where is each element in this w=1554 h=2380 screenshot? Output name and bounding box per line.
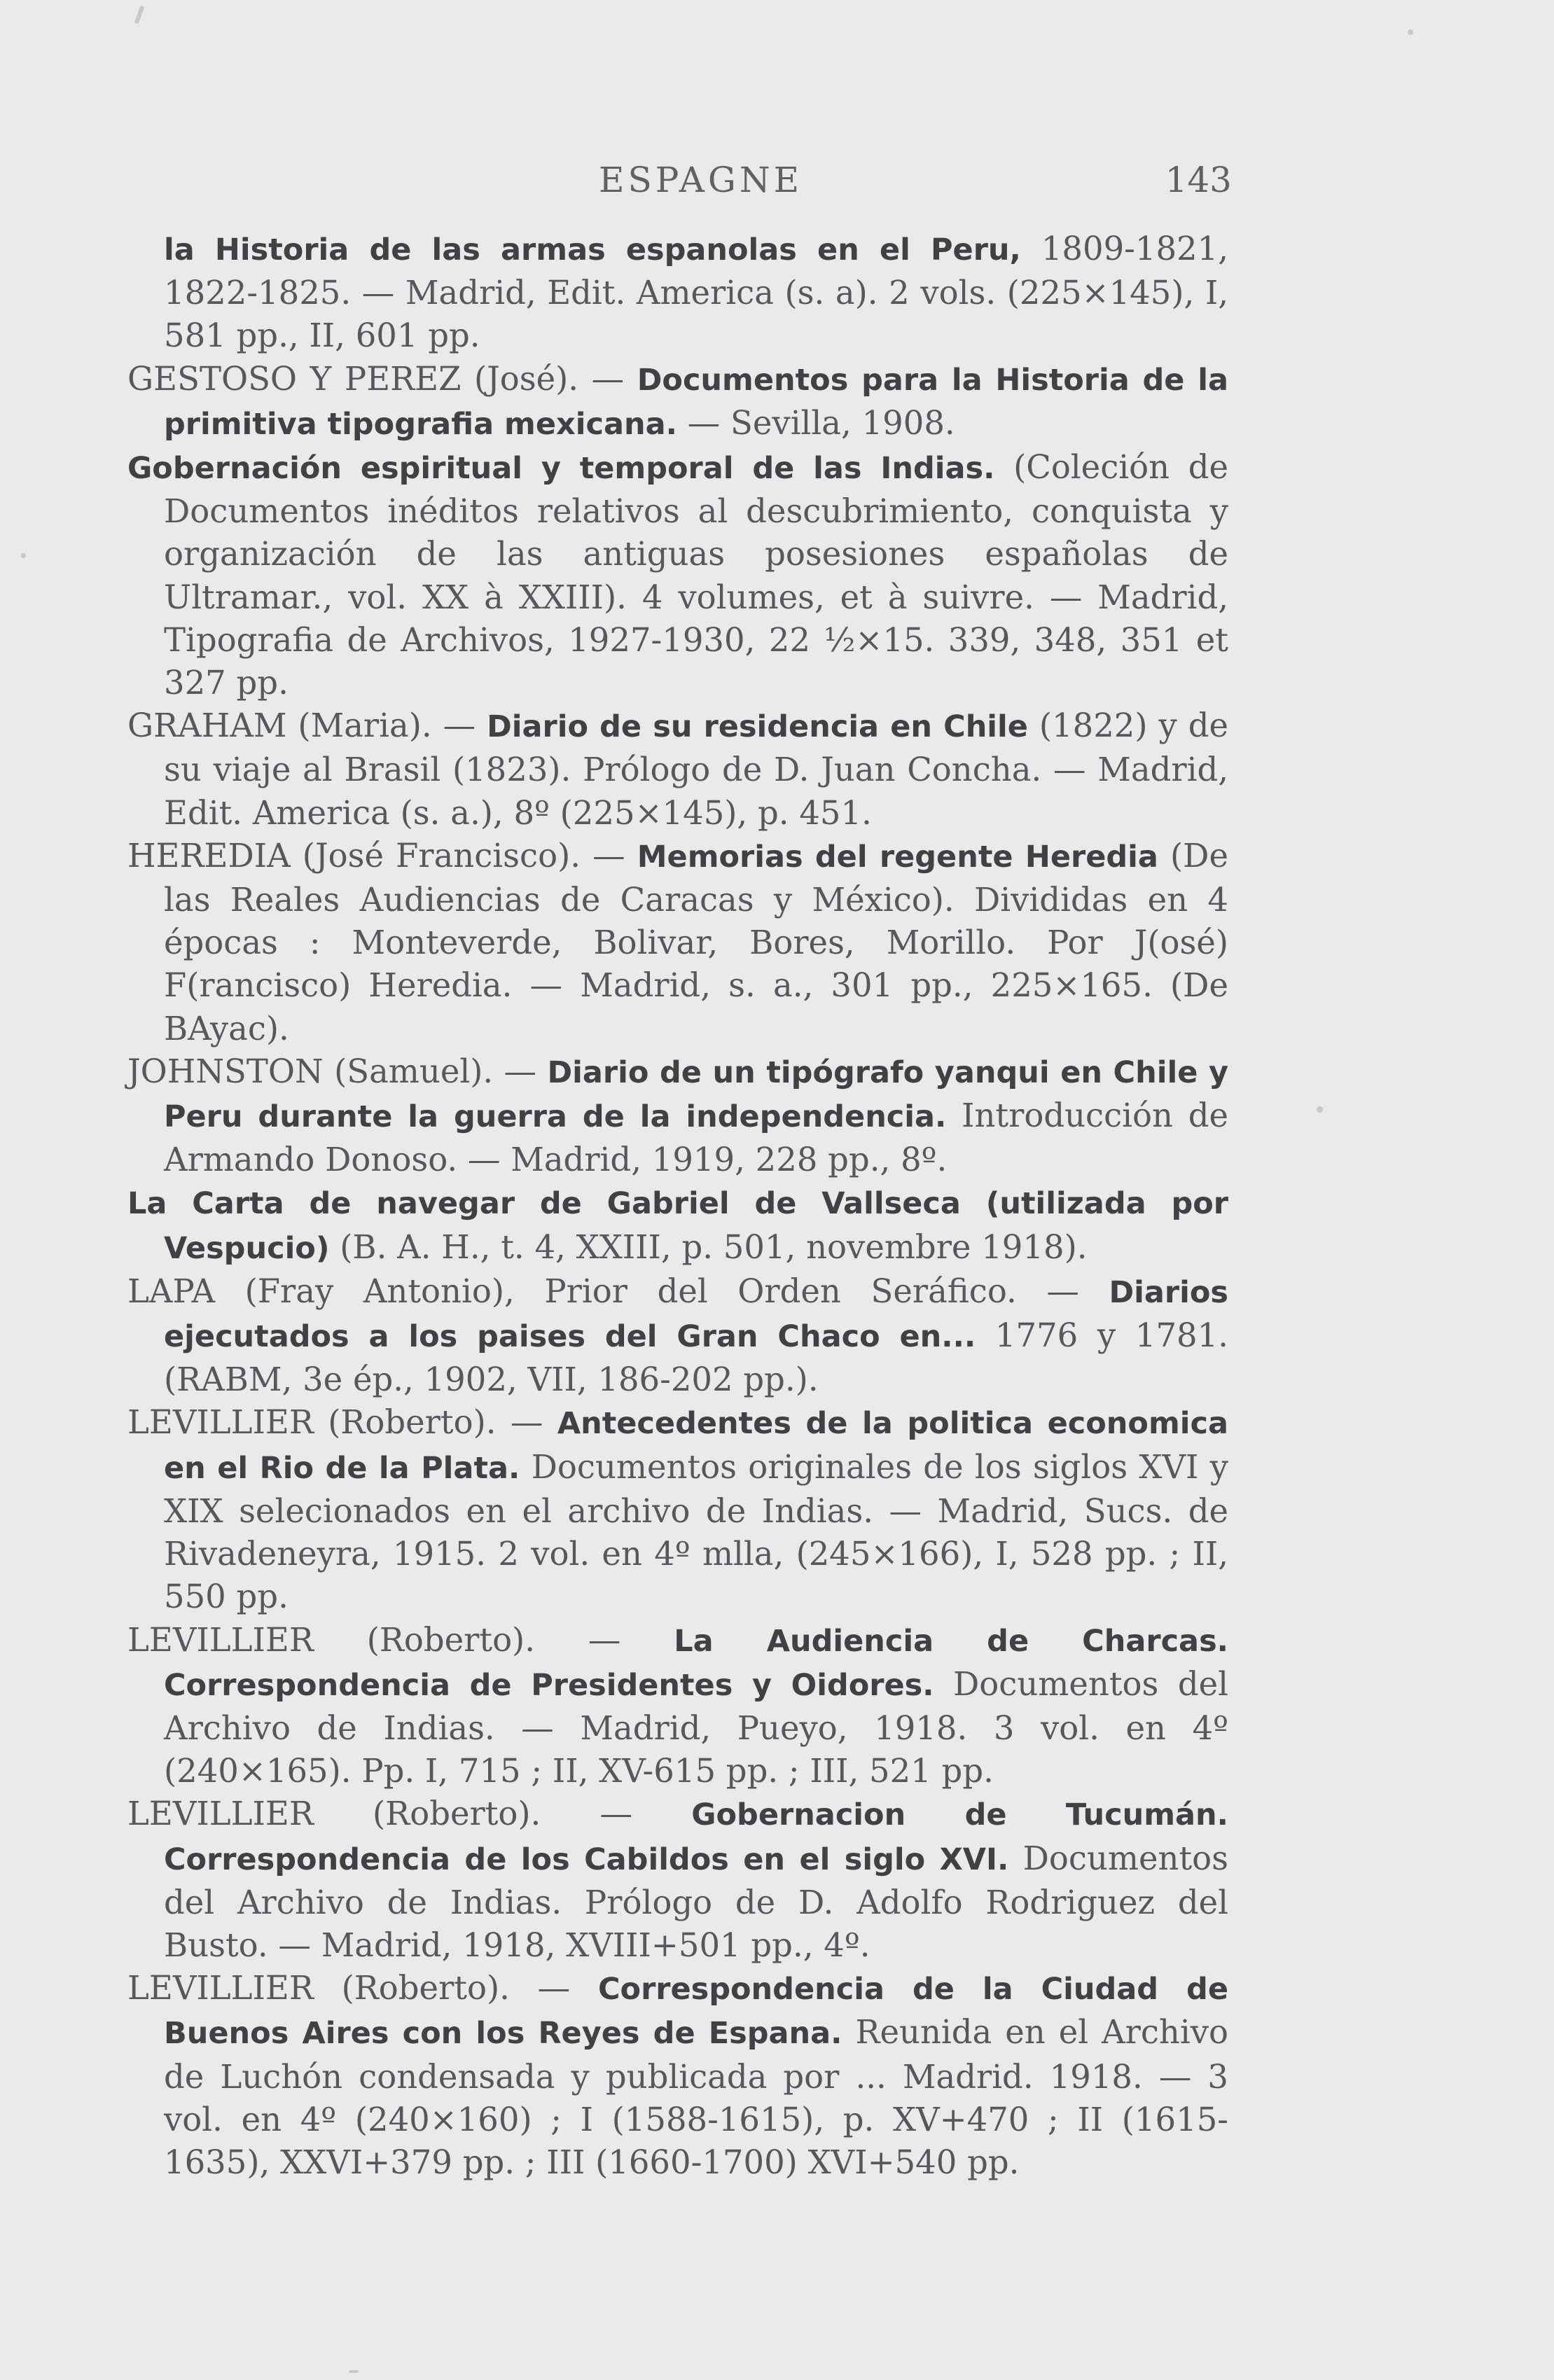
paper-speck: [1408, 29, 1413, 35]
entry-author: GRAHAM (Maria). —: [127, 707, 487, 745]
entry-details: (1822) y de su viaje al Brasil (1823). Prólogo de D. Juan Concha. — Madrid, Edit. America (s. a.), 8º (225×145), p. 451.: [164, 707, 1228, 832]
entry-details: (De las Reales Audiencias de Caracas y México). Divididas en 4 épocas : Monteverde, Bolivar, Bores, Morillo. Por J(osé) F(rancisco) Heredia. — Madrid, s. a., 301 pp., 225×165. (De BAyac).: [164, 836, 1228, 1048]
bibliography-entry: [127, 1270, 1228, 1402]
page-header: [0, 160, 1554, 209]
entry-details: Introducción de Armando Donoso. — Madrid, 1919, 228 pp., 8º.: [164, 1097, 1228, 1179]
entry-author: LEVILLIER (Roberto). —: [127, 1795, 692, 1833]
entry-details: Documentos del Archivo de Indias. — Madrid, Pueyo, 1918. 3 vol. en 4º (240×165). Pp. I, 715 ; II, XV-615 pp. ; III, 521 pp.: [164, 1664, 1228, 1790]
entry-title: Correspondencia de la Ciudad de Buenos Aires con los Reyes de Espana.: [164, 1972, 1228, 2052]
entry-details: Documentos originales de los siglos XVI y XIX selecionados en el archivo de Indias. — Madrid, Sucs. de Rivadeneyra, 1915. 2 vol. en 4º mlla, (245×166), I, 528 pp. ; II, 550 pp.: [164, 1447, 1228, 1616]
entry-author: GESTOSO Y PEREZ (José). —: [127, 359, 637, 398]
bibliography-entry: [127, 1793, 1228, 1967]
entry-details: Reunida en el Archivo de Luchón condensada y publicada por ... Madrid. 1918. — 3 vol. en 4º (240×160) ; I (1588-1615), p. XV+470 ; II (1615-1635), XXVI+379 pp. ; III (1660-1700) XVI+540 pp.: [164, 2013, 1228, 2181]
entry-details: 1809-1821, 1822-1825. — Madrid, Edit. America (s. a). 2 vols. (225×145), I, 581 pp., II, 601 pp.: [164, 230, 1228, 355]
entry-details: (B. A. H., t. 4, XXIII, p. 501, novembre 1918).: [329, 1227, 1088, 1266]
paper-speck: [134, 6, 145, 24]
paper-speck: [1317, 1106, 1323, 1113]
entry-title: La Carta de navegar de Gabriel de Vallseca (utilizada por Vespucio): [127, 1186, 1228, 1266]
entry-title: Gobernacion de Tucumán. Correspondencia de los Cabildos en el siglo XVI.: [164, 1797, 1228, 1877]
bibliography-list: [127, 228, 1228, 2184]
entry-details: 1776 y 1781. (RABM, 3e ép., 1902, VII, 186-202 pp.).: [164, 1316, 1228, 1399]
entry-title: Gobernación espiritual y temporal de las Indias.: [127, 451, 995, 487]
bibliography-entry: [127, 704, 1228, 835]
entry-author: LEVILLIER (Roberto). —: [127, 1620, 674, 1659]
bibliography-entry: [127, 358, 1228, 446]
page-number: 143: [1165, 160, 1232, 200]
bibliography-entry: [127, 1050, 1228, 1182]
entry-title: la Historia de las armas espanolas en el Peru,: [164, 232, 1021, 267]
entry-details: Documentos del Archivo de Indias. Prólogo de D. Adolfo Rodriguez del Busto. — Madrid, 1918, XVIII+501 pp., 4º.: [164, 1839, 1228, 1964]
entry-details: — Sevilla, 1908.: [677, 403, 955, 442]
running-head: ESPAGNE: [599, 160, 803, 200]
bibliography-entry: [127, 228, 1228, 358]
paper-speck: [349, 2370, 359, 2373]
entry-title: Diario de su residencia en Chile: [487, 709, 1028, 745]
bibliography-entry: [127, 835, 1228, 1050]
entry-title: Diarios ejecutados a los paises del Gran Chaco en...: [164, 1274, 1228, 1355]
entry-title: Documentos para la Historia de la primitiva tipografia mexicana.: [164, 362, 1228, 442]
entry-title: Antecedentes de la politica economica en el Rio de la Plata.: [164, 1406, 1228, 1486]
entry-author: LAPA (Fray Antonio), Prior del Orden Seráfico. —: [127, 1272, 1109, 1310]
entry-author: HEREDIA (José Francisco). —: [127, 836, 637, 875]
paper-speck: [21, 553, 26, 558]
entry-author: LEVILLIER (Roberto). —: [127, 1969, 598, 2007]
entry-details: (Coleción de Documentos inéditos relativos al descubrimiento, conquista y organización de las antiguas posesiones españolas de Ultramar., vol. XX à XXIII). 4 volumes, et à suivre. — Madrid, Tipografia de Archivos, 1927-1930, 22 ½×15. 339, 348, 351 et 327 pp.: [164, 448, 1228, 702]
entry-title: La Audiencia de Charcas. Correspondencia de Presidentes y Oidores.: [164, 1623, 1228, 1703]
entry-author: JOHNSTON (Samuel). —: [127, 1052, 548, 1090]
bibliography-entry: [127, 1967, 1228, 2184]
entry-author: LEVILLIER (Roberto). —: [127, 1403, 557, 1442]
entry-title: Memorias del regente Heredia: [637, 839, 1158, 875]
bibliography-entry: [127, 446, 1228, 704]
entry-title: Diario de un tipógrafo yanqui en Chile y Peru durante la guerra de la independencia.: [164, 1055, 1228, 1135]
bibliography-entry: [127, 1401, 1228, 1618]
bibliography-entry: [127, 1619, 1228, 1793]
bibliography-entry: [127, 1181, 1228, 1269]
